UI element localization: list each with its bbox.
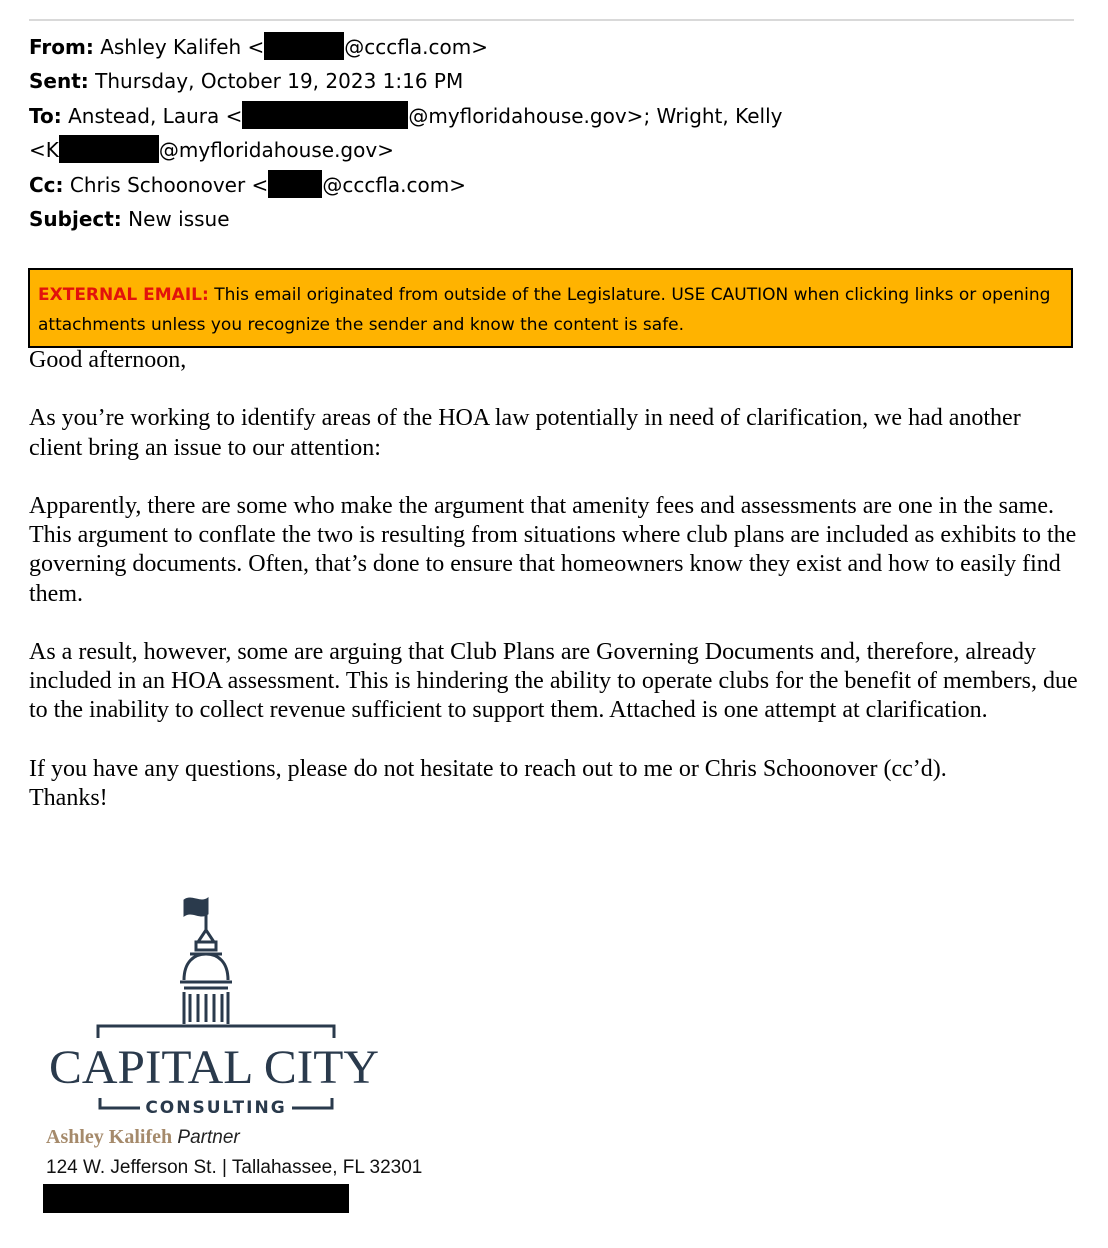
to-label: To: xyxy=(29,103,62,128)
body-paragraph-3: As a result, however, some are arguing that Club Plans are Governing Documents and, therefore, already included in an HOA assessment. This is hindering the ability to operate clubs for the benefit of members, due to the inability to collect revenue sufficient to support them. Attached is one attempt at clarification. xyxy=(29,638,1078,724)
to-row-continued xyxy=(29,133,1089,167)
header-divider xyxy=(29,19,1074,21)
banner-text: This email originated from outside of the Legislature. USE CAUTION when clicking links or opening attachments unless you recognize the sender and know the content is safe. xyxy=(38,285,1051,335)
logo-line-1: CAPITAL CITY xyxy=(49,1041,379,1094)
email-header xyxy=(29,30,1089,236)
redaction-box xyxy=(268,170,322,198)
redaction-box xyxy=(242,101,408,129)
subject-value: New issue xyxy=(128,207,230,232)
signature-title: Partner xyxy=(172,1127,240,1148)
sent-value: Thursday, October 19, 2023 1:16 PM xyxy=(95,69,464,94)
from-label: From: xyxy=(29,35,94,59)
body-paragraph-1: As you’re working to identify areas of the HOA law potentially in need of clarification, we had another client bring an issue to our attention: xyxy=(29,405,1021,461)
redaction-box xyxy=(43,1184,349,1213)
to-name-1: Anstead, Laura < xyxy=(68,103,243,128)
to-domain-1: @myfloridahouse.gov>; Wright, Kelly xyxy=(408,103,783,128)
to-domain-2: @myfloridahouse.gov> xyxy=(158,138,394,163)
sent-label: Sent: xyxy=(29,69,89,94)
banner-label: EXTERNAL EMAIL: xyxy=(38,285,209,305)
body-paragraph-2: Apparently, there are some who make the argument that amenity fees and assessments are one in the same. This argument to conflate the two is resulting from situations where club plans are included as exhibits to the governing documents. Often, that’s done to ensure that homeowners know they exist and how to easily find them. xyxy=(29,492,1077,607)
email-signature xyxy=(46,1122,422,1183)
logo-line-2: CONSULTING xyxy=(145,1098,287,1118)
cc-row xyxy=(29,168,1089,202)
from-domain: @cccfla.com> xyxy=(344,35,488,59)
subject-row xyxy=(29,202,1089,236)
cc-label: Cc: xyxy=(29,172,64,197)
signature-name: Ashley Kalifeh xyxy=(46,1126,173,1148)
to-row xyxy=(29,99,1089,133)
cc-domain: @cccfla.com> xyxy=(322,172,466,197)
sent-row xyxy=(29,64,1089,98)
email-body xyxy=(29,346,1079,813)
greeting: Good afternoon, xyxy=(29,347,187,373)
signature-address: 124 W. Jefferson St. | Tallahassee, FL 32301 xyxy=(46,1157,423,1178)
external-email-banner xyxy=(28,268,1073,348)
capital-city-consulting-logo xyxy=(44,890,389,1120)
subject-label: Subject: xyxy=(29,207,122,232)
redaction-box xyxy=(59,135,159,163)
to-prefix-2: <K xyxy=(29,138,59,163)
thanks-line: Thanks! xyxy=(29,784,108,811)
from-row xyxy=(29,30,1089,64)
body-paragraph-4: If you have any questions, please do not hesitate to reach out to me or Chris Schoonover (cc’d). xyxy=(29,755,947,782)
redaction-box xyxy=(264,32,344,60)
from-name: Ashley Kalifeh < xyxy=(100,35,265,59)
cc-name: Chris Schoonover < xyxy=(69,172,269,197)
